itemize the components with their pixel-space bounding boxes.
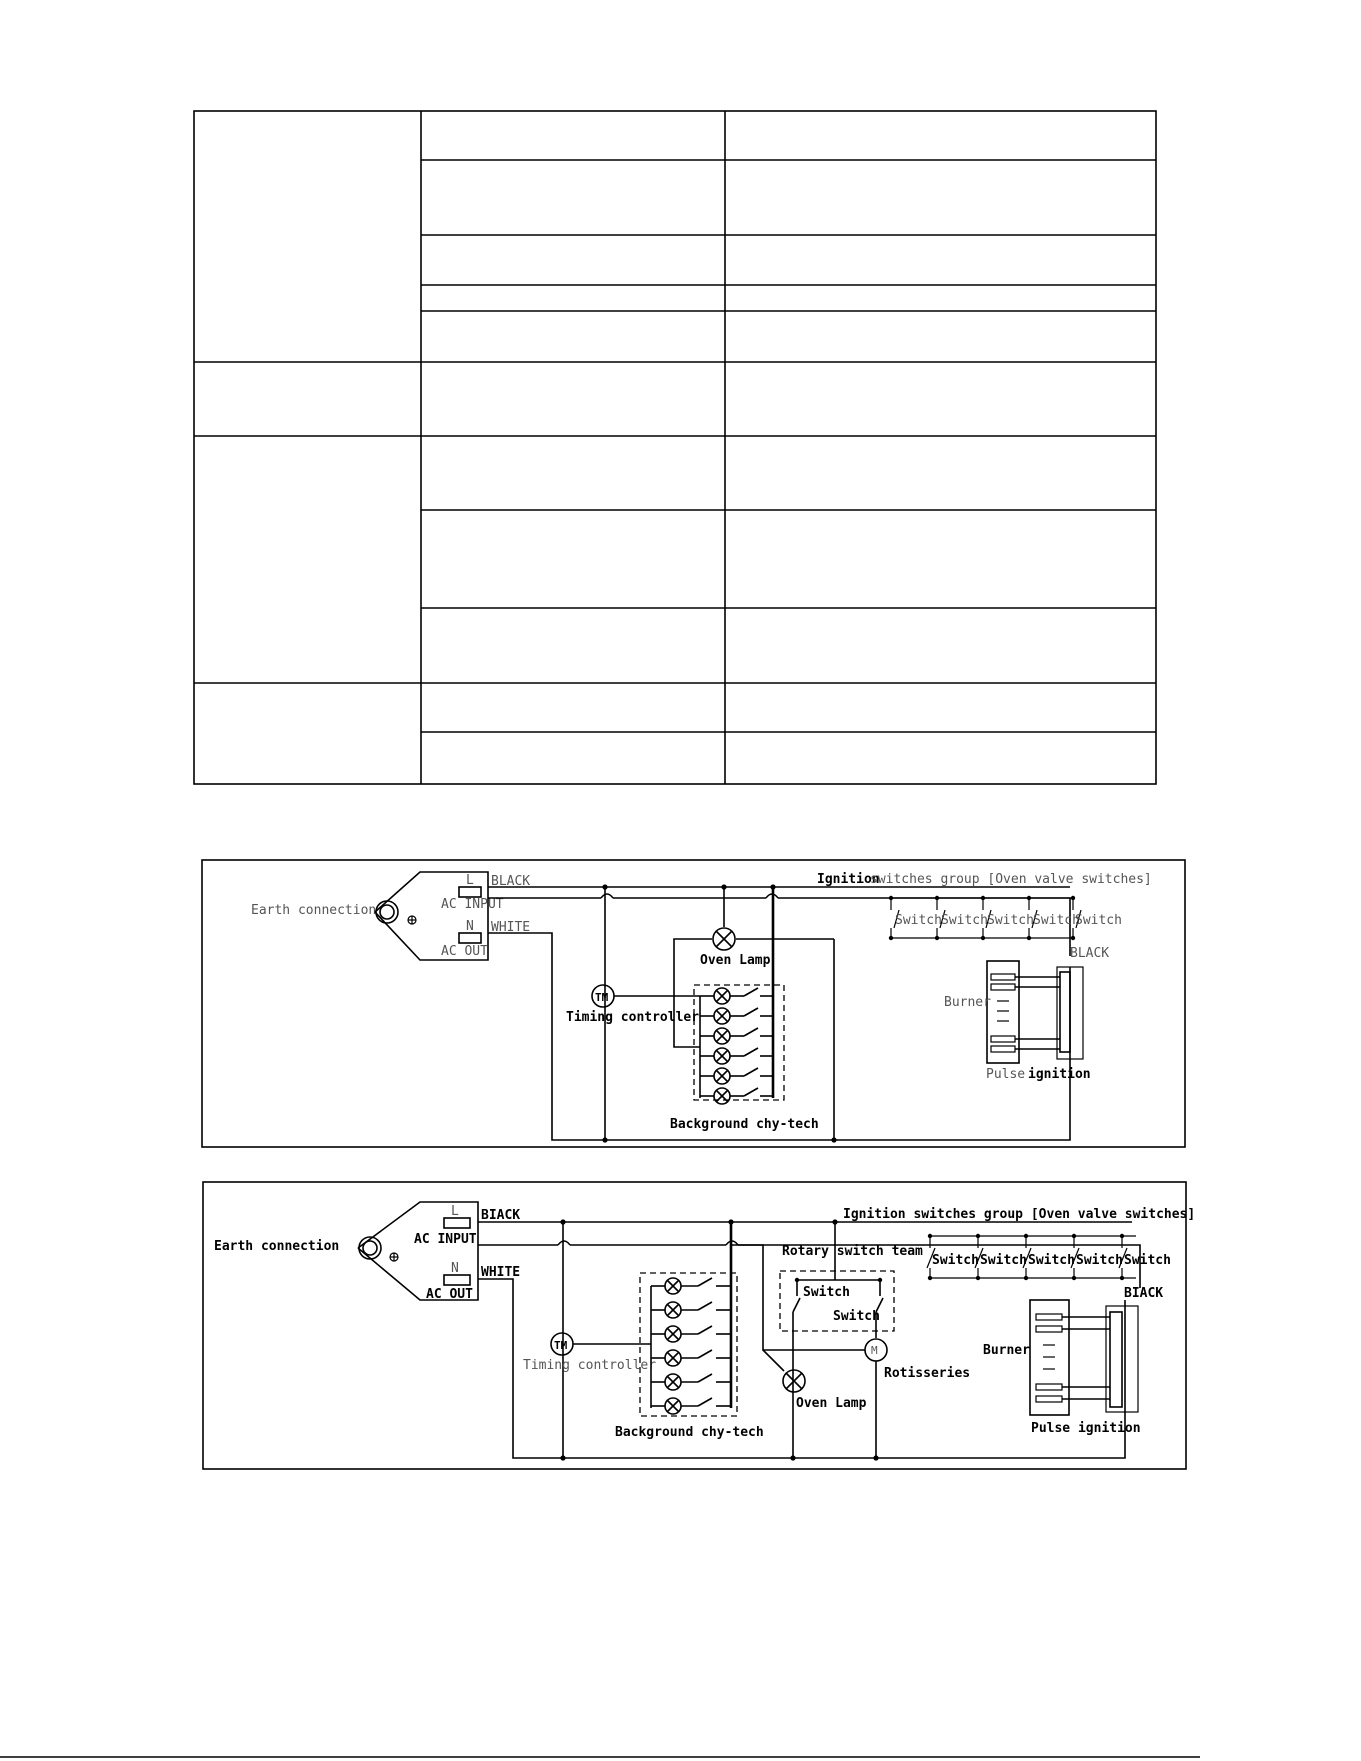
switch-label: Switch bbox=[1076, 1253, 1123, 1268]
spec-table bbox=[194, 111, 1156, 784]
switch-label: Switch bbox=[987, 913, 1034, 928]
black-wire-label: BLACK bbox=[491, 874, 531, 889]
ignition-switch bbox=[1119, 1234, 1171, 1280]
white-wire-label: WHITE bbox=[491, 920, 531, 935]
rotary-switch-a-label: Switch bbox=[803, 1285, 850, 1300]
ignition-switch bbox=[927, 1234, 979, 1280]
ignition-switch bbox=[1027, 896, 1080, 940]
ac-input-label: AC INPUT bbox=[441, 897, 504, 912]
timing-controller-label: Timing controller bbox=[566, 1010, 700, 1025]
burner-label-2: Burner bbox=[983, 1343, 1030, 1358]
pulse-ignition-label: Pulse ignition bbox=[1031, 1421, 1141, 1436]
ignition-switch bbox=[935, 896, 988, 940]
ignition-group-label: switches group [Oven valve switches] bbox=[870, 872, 1152, 887]
ignition-label: Ignition bbox=[817, 872, 880, 887]
oven-lamp-label: Oven Lamp bbox=[700, 953, 771, 968]
ignition-switch bbox=[1071, 896, 1122, 940]
rotary-switch-label: Rotary switch team bbox=[782, 1244, 923, 1259]
black-label-3: BIACK bbox=[1124, 1286, 1164, 1301]
switch-label: Switch bbox=[895, 913, 942, 928]
switch-label: Switch bbox=[1075, 913, 1122, 928]
switch-label: Switch bbox=[1028, 1253, 1075, 1268]
black-wire-label-2: BIACK bbox=[481, 1208, 521, 1223]
switch-label: Switch bbox=[932, 1253, 979, 1268]
n-terminal-label: N bbox=[466, 919, 474, 934]
background-label: Background chy-tech bbox=[670, 1117, 819, 1132]
ignition-switch bbox=[1071, 1234, 1123, 1280]
ignition-group-label-2: Ignition switches group [Oven valve switches] bbox=[843, 1207, 1196, 1222]
background-label-2: Background chy-tech bbox=[615, 1425, 764, 1440]
earth-connection-plug-2 bbox=[214, 1202, 478, 1302]
tm-label: TM bbox=[595, 991, 609, 1004]
earth-connection-plug bbox=[251, 872, 504, 960]
earth-connection-label: Earth connection bbox=[251, 903, 377, 918]
rotary-switch-b-label: Switch bbox=[833, 1309, 880, 1324]
earth-connection-label-2: Earth connection bbox=[214, 1239, 340, 1254]
timing-controller-2 bbox=[523, 1333, 656, 1373]
ac-input-label-2: AC INPUT bbox=[414, 1232, 477, 1247]
timing-controller-1 bbox=[566, 985, 700, 1025]
switch-label: Switch bbox=[1033, 913, 1080, 928]
ignition-switch bbox=[889, 896, 942, 940]
ignition-switch bbox=[975, 1234, 1027, 1280]
background-lamp-bank-1 bbox=[670, 884, 819, 1132]
rotisseries-label: Rotisseries bbox=[884, 1366, 971, 1381]
ignition-switch bbox=[1023, 1234, 1075, 1280]
l-terminal-label: L bbox=[466, 873, 474, 888]
l-terminal-label-2: L bbox=[451, 1204, 459, 1219]
burner-pulse-ignition-2 bbox=[983, 1286, 1163, 1436]
motor-label: M bbox=[871, 1344, 878, 1357]
black-label-2: BLACK bbox=[1070, 946, 1110, 961]
background-lamp-bank-2 bbox=[615, 1219, 764, 1440]
ignition-label-2: ignition bbox=[1028, 1067, 1091, 1082]
n-terminal-label-2: N bbox=[451, 1261, 459, 1276]
wiring-diagram-1 bbox=[202, 860, 1185, 1147]
ac-out-label: AC OUT bbox=[441, 944, 488, 959]
pulse-label: Pulse bbox=[986, 1067, 1026, 1082]
ac-out-label-2: AC OUT bbox=[426, 1287, 473, 1302]
switch-label: Switch bbox=[941, 913, 988, 928]
ignition-switches-1 bbox=[817, 872, 1152, 940]
ignition-switch bbox=[981, 896, 1034, 940]
timing-controller-label-2: Timing controller bbox=[523, 1358, 657, 1373]
tm-label-2: TM bbox=[554, 1339, 568, 1352]
oven-lamp-label-2: Oven Lamp bbox=[796, 1396, 867, 1411]
burner-pulse-ignition-1 bbox=[944, 946, 1109, 1082]
switch-label: Switch bbox=[980, 1253, 1027, 1268]
white-wire-label-2: WHITE bbox=[481, 1265, 521, 1280]
burner-label: Burner bbox=[944, 995, 991, 1010]
wiring-diagram-2 bbox=[203, 1182, 1195, 1469]
switch-label: Switch bbox=[1124, 1253, 1171, 1268]
